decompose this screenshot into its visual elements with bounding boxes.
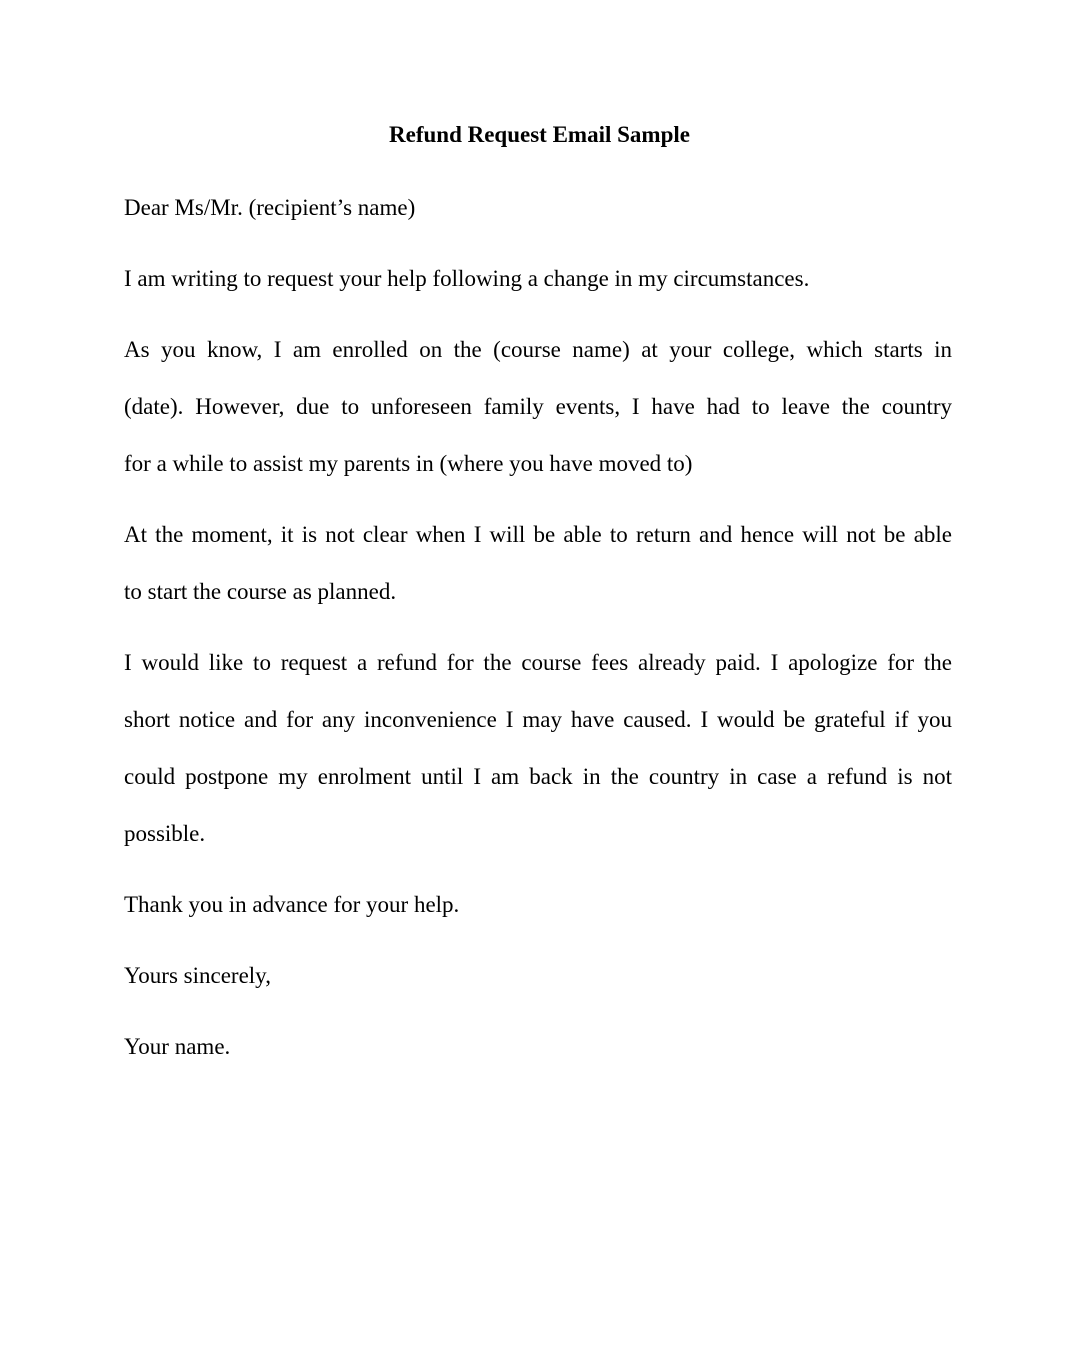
paragraph-4-line-4: possible.	[124, 821, 206, 846]
paragraph-4-line-1: I would like to request a refund for the course fees already paid. I apologize for the	[124, 650, 952, 675]
paragraph-4-line-3: could postpone my enrolment until I am back in the country in case a refund is not	[124, 764, 952, 789]
paragraph-4-line-2: short notice and for any inconvenience I may have caused. I would be grateful if you	[124, 707, 952, 732]
closing: Yours sincerely,	[124, 963, 271, 988]
signature: Your name.	[124, 1034, 231, 1059]
paragraph-2-line-3: for a while to assist my parents in (where you have moved to)	[124, 451, 693, 476]
paragraph-3-line-2: to start the course as planned.	[124, 579, 397, 604]
paragraph-2-line-2: (date). However, due to unforeseen family events, I have had to leave the country	[124, 394, 952, 419]
paragraph-5-line-1: Thank you in advance for your help.	[124, 892, 460, 917]
paragraph-2-line-1: As you know, I am enrolled on the (course name) at your college, which starts in	[124, 337, 952, 362]
paragraph-1-line-1: I am writing to request your help following a change in my circumstances.	[124, 266, 810, 291]
document-title: Refund Request Email Sample	[389, 122, 690, 147]
salutation: Dear Ms/Mr. (recipient’s name)	[124, 195, 416, 220]
paragraph-3-line-1: At the moment, it is not clear when I will be able to return and hence will not be able	[124, 522, 952, 547]
